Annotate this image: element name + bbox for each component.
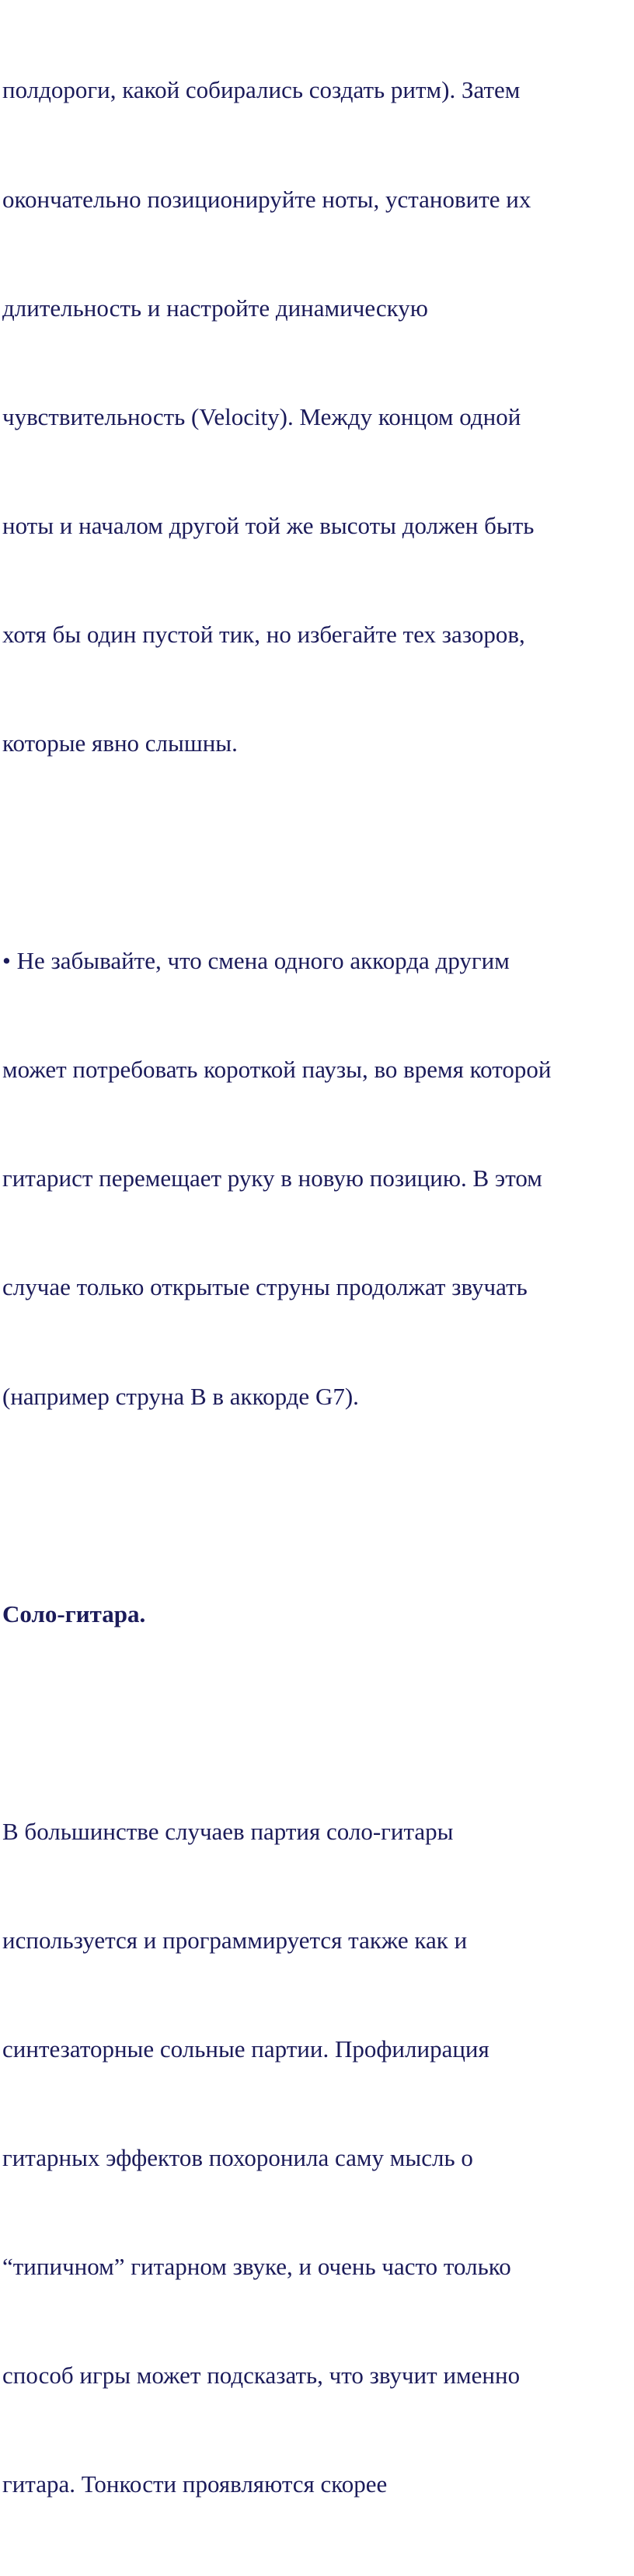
- paragraph-solo-guitar: [2, 1742, 630, 2576]
- text-line: длительность и настройте динамическую: [2, 294, 428, 322]
- paragraph-spacer: [2, 1705, 630, 1742]
- paragraph-chord-change-bullet: [2, 871, 630, 1488]
- section-heading-block: [2, 1523, 630, 1705]
- text-line: “типичном” гитарном звуке, и очень часто только: [2, 2253, 511, 2281]
- paragraph-rhythm-guitar-notes: [2, 0, 630, 834]
- text-line: гитарных эффектов похоронила саму мысль о: [2, 2144, 473, 2172]
- text-line: хотя бы один пустой тик, но избегайте тех зазоров,: [2, 620, 525, 648]
- text-line: синтезаторные сольные партии. Профилирация: [2, 2035, 489, 2063]
- text-line: может потребовать короткой паузы, во время которой: [2, 1056, 552, 1084]
- text-line: (например струна B в аккорде G7).: [2, 1382, 359, 1410]
- text-line: полдороги, какой собирались создать ритм). Затем: [2, 76, 521, 104]
- text-line: которые явно слышны.: [2, 729, 238, 757]
- text-line: гитара. Тонкости проявляются скорее: [2, 2470, 388, 2498]
- text-line: • Не забывайте, что смена одного аккорда другим: [2, 947, 510, 975]
- section-heading: Соло-гитара.: [2, 1600, 146, 1627]
- text-line: ноты и началом другой той же высоты должен быть: [2, 511, 535, 539]
- paragraph-spacer: [2, 1488, 630, 1524]
- text-line: способ игры может подсказать, что звучит именно: [2, 2362, 521, 2390]
- document-page: [2, 0, 630, 2576]
- text-line: гитарист перемещает руку в новую позицию. В этом: [2, 1164, 542, 1192]
- paragraph-spacer: [2, 834, 630, 871]
- text-line: используется и программируется также как и: [2, 1927, 468, 1954]
- text-line: В большинстве случаев партия соло-гитары: [2, 1817, 454, 1845]
- text-line: окончательно позиционируйте ноты, установите их: [2, 185, 531, 213]
- text-line: чувствительность (Velocity). Между концом одной: [2, 402, 521, 430]
- text-line: случае только открытые струны продолжат звучать: [2, 1273, 528, 1301]
